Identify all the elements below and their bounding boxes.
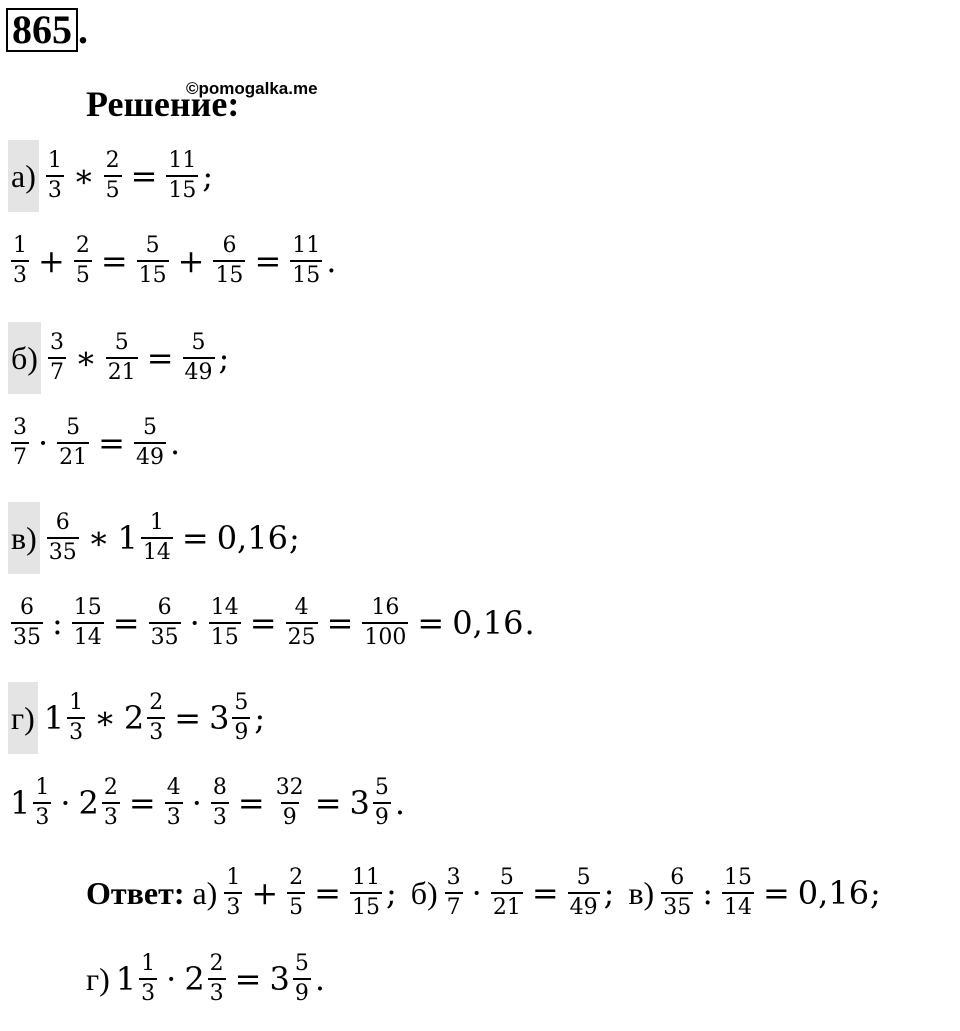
denominator: 15 (213, 260, 245, 290)
denominator: 9 (232, 717, 250, 747)
numerator: 5 (234, 690, 249, 715)
fraction (74, 232, 92, 290)
operator: · (60, 784, 71, 822)
denominator: 14 (72, 622, 104, 652)
denominator: 21 (57, 442, 89, 472)
denominator: 35 (11, 622, 43, 652)
numerator: 11 (351, 865, 380, 890)
fraction (141, 509, 173, 567)
numerator: 16 (371, 595, 400, 620)
denominator: 35 (47, 537, 79, 567)
problem-number (6, 8, 88, 52)
operator: + (177, 242, 205, 280)
fraction (183, 329, 215, 387)
decimal-number: 0,16 (452, 604, 524, 642)
numerator: 5 (576, 865, 591, 890)
numerator: 3 (49, 330, 64, 355)
operator: · (38, 424, 49, 462)
fraction (33, 774, 51, 832)
fraction (48, 329, 66, 387)
watermark: ©pomogalka.me (186, 79, 318, 98)
numerator: 4 (294, 595, 309, 620)
item-label: б) (8, 322, 41, 394)
operator: ∗ (74, 339, 97, 377)
denominator: 3 (208, 978, 226, 1008)
numerator: 2 (289, 865, 304, 890)
fraction (11, 414, 29, 472)
operator: · (471, 874, 482, 912)
numerator: 5 (191, 330, 206, 355)
denominator: 7 (11, 442, 29, 472)
item-label: г) (8, 682, 38, 754)
fraction (11, 232, 29, 290)
punctuation: ; (218, 339, 230, 377)
numerator: 32 (275, 775, 304, 800)
denominator: 35 (149, 622, 181, 652)
fraction (147, 689, 165, 747)
denominator: 14 (141, 537, 173, 567)
numerator: 1 (149, 510, 164, 535)
punctuation: ; (385, 874, 397, 912)
numerator: 2 (209, 951, 224, 976)
whole-number: 2 (184, 960, 205, 998)
denominator: 14 (722, 892, 754, 922)
denominator: 21 (106, 357, 138, 387)
fraction (491, 864, 523, 922)
punctuation: . (524, 604, 535, 642)
fraction (67, 689, 85, 747)
fraction (445, 864, 463, 922)
answer-item-label: в) (628, 874, 655, 911)
numerator: 14 (210, 595, 239, 620)
denominator: 5 (74, 260, 92, 290)
numerator: 1 (47, 148, 62, 173)
denominator: 21 (491, 892, 523, 922)
numerator: 2 (103, 775, 118, 800)
operator: = (237, 784, 265, 822)
fraction (11, 594, 43, 652)
numerator: 6 (55, 510, 70, 535)
operator: = (128, 784, 156, 822)
fraction (211, 774, 229, 832)
whole-number: 1 (117, 519, 138, 557)
denominator: 15 (290, 260, 322, 290)
operator: = (314, 874, 341, 912)
fraction (209, 594, 241, 652)
operator: = (762, 874, 790, 912)
fraction (208, 950, 226, 1008)
fraction (661, 864, 693, 922)
answer-item-label: б) (410, 874, 438, 911)
punctuation: . (314, 960, 326, 998)
denominator: 3 (165, 802, 183, 832)
numerator: 3 (446, 865, 461, 890)
whole-number: 1 (115, 960, 137, 998)
denominator: 3 (102, 802, 120, 832)
operator: · (189, 604, 200, 642)
operator: · (191, 784, 202, 822)
denominator: 49 (134, 442, 166, 472)
numerator: 1 (141, 951, 156, 976)
numerator: 11 (168, 148, 197, 173)
problem-number-box: 865 (6, 8, 78, 52)
fraction (232, 689, 250, 747)
fraction (274, 774, 306, 832)
numerator: 6 (670, 865, 685, 890)
fraction (224, 864, 242, 922)
numerator: 1 (226, 865, 241, 890)
denominator: 5 (104, 175, 122, 205)
operator: = (181, 519, 209, 557)
decimal-number: 0,16 (797, 874, 870, 912)
denominator: 3 (46, 175, 64, 205)
operator: = (100, 242, 128, 280)
denominator: 15 (350, 892, 382, 922)
numerator: 8 (212, 775, 227, 800)
numerator: 5 (499, 865, 514, 890)
fraction (350, 864, 382, 922)
numerator: 1 (13, 233, 27, 258)
numerator: 1 (35, 775, 50, 800)
denominator: 9 (373, 802, 391, 832)
numerator: 1 (69, 690, 84, 715)
fraction (72, 594, 104, 652)
fraction (568, 864, 600, 922)
numerator: 3 (13, 415, 27, 440)
denominator: 49 (183, 357, 215, 387)
operator: ∗ (94, 699, 116, 737)
operator: = (130, 157, 158, 195)
punctuation: . (394, 784, 406, 822)
item-label: а) (8, 140, 39, 212)
punctuation: ; (870, 874, 881, 912)
numerator: 5 (114, 330, 129, 355)
numerator: 15 (723, 865, 752, 890)
fraction (102, 774, 120, 832)
fraction (57, 414, 89, 472)
punctuation: ; (202, 157, 214, 195)
numerator: 2 (75, 233, 90, 258)
numerator: 2 (105, 148, 120, 173)
operator: = (249, 604, 277, 642)
whole-number: 2 (123, 699, 145, 737)
denominator: 35 (661, 892, 693, 922)
item-label: Ответ: (86, 874, 185, 911)
solution-line-g (8, 682, 265, 754)
denominator: 25 (286, 622, 318, 652)
fraction (290, 232, 322, 290)
fraction (362, 594, 408, 652)
whole-number: 3 (269, 960, 290, 998)
denominator: 9 (281, 802, 299, 832)
fraction (149, 594, 181, 652)
operator: ∗ (72, 157, 95, 195)
numerator: 5 (374, 775, 389, 800)
solution-line-g-work (8, 774, 405, 832)
answer-item-label: а) (192, 874, 218, 911)
operator: = (531, 874, 559, 912)
solution-line-a (8, 140, 213, 212)
numerator: 5 (145, 233, 160, 258)
punctuation: ; (254, 699, 266, 737)
operator: + (38, 242, 65, 280)
fraction (293, 950, 311, 1008)
punctuation: ; (603, 874, 615, 912)
fraction (134, 414, 166, 472)
numerator: 6 (157, 595, 172, 620)
solution-line-a-work (8, 232, 336, 290)
numerator: 2 (149, 690, 164, 715)
denominator: 7 (48, 357, 66, 387)
numerator: 5 (294, 951, 309, 976)
operator: = (234, 960, 262, 998)
denominator: 3 (211, 802, 229, 832)
denominator: 15 (137, 260, 169, 290)
denominator: 5 (287, 892, 305, 922)
operator: = (174, 699, 202, 737)
operator: = (146, 339, 174, 377)
numerator: 5 (142, 415, 157, 440)
whole-number: 1 (43, 699, 65, 737)
answer-line-g (86, 950, 325, 1008)
fraction (46, 147, 64, 205)
fraction (213, 232, 245, 290)
denominator: 15 (166, 175, 198, 205)
operator: = (98, 424, 125, 462)
punctuation: . (326, 242, 337, 280)
operator: = (326, 604, 354, 642)
decimal-number: 0,16 (216, 519, 288, 557)
item-label: г) (86, 960, 110, 997)
operator: = (254, 242, 282, 280)
fraction (47, 509, 79, 567)
punctuation: . (169, 424, 181, 462)
fraction (722, 864, 754, 922)
whole-number: 3 (209, 699, 230, 737)
whole-number: 3 (349, 784, 370, 822)
denominator: 49 (568, 892, 600, 922)
fraction (166, 147, 198, 205)
operator: = (112, 604, 140, 642)
punctuation: ; (288, 519, 300, 557)
operator: : (702, 874, 713, 912)
numerator: 11 (292, 233, 321, 258)
solution-line-v-work (8, 594, 535, 652)
operator: = (417, 604, 445, 642)
problem-number-suffix: . (78, 7, 88, 52)
denominator: 9 (293, 978, 311, 1008)
denominator: 3 (147, 717, 165, 747)
denominator: 3 (224, 892, 242, 922)
answer-line (86, 864, 881, 922)
fraction (165, 774, 183, 832)
solution-line-v (8, 502, 300, 574)
denominator: 100 (362, 622, 408, 652)
numerator: 6 (20, 595, 34, 620)
solution-line-b (8, 322, 229, 394)
fraction (286, 594, 318, 652)
denominator: 7 (445, 892, 463, 922)
denominator: 3 (139, 978, 157, 1008)
numerator: 4 (166, 775, 181, 800)
solution-line-b-work (8, 414, 180, 472)
operator: · (166, 960, 177, 998)
numerator: 5 (66, 415, 81, 440)
denominator: 3 (33, 802, 51, 832)
operator: = (314, 784, 342, 822)
whole-number: 1 (10, 784, 31, 822)
fraction (287, 864, 305, 922)
fraction (373, 774, 391, 832)
whole-number: 2 (78, 784, 99, 822)
numerator: 6 (222, 233, 237, 258)
denominator: 15 (209, 622, 241, 652)
fraction (104, 147, 122, 205)
numerator: 15 (73, 595, 102, 620)
operator: ∗ (87, 519, 110, 557)
operator: + (251, 874, 279, 912)
fraction (137, 232, 169, 290)
solution-heading: Решение: (86, 84, 240, 124)
operator: : (52, 604, 63, 642)
item-label: в) (8, 502, 40, 574)
fraction (106, 329, 138, 387)
fraction (139, 950, 157, 1008)
denominator: 3 (11, 260, 29, 290)
denominator: 3 (67, 717, 85, 747)
